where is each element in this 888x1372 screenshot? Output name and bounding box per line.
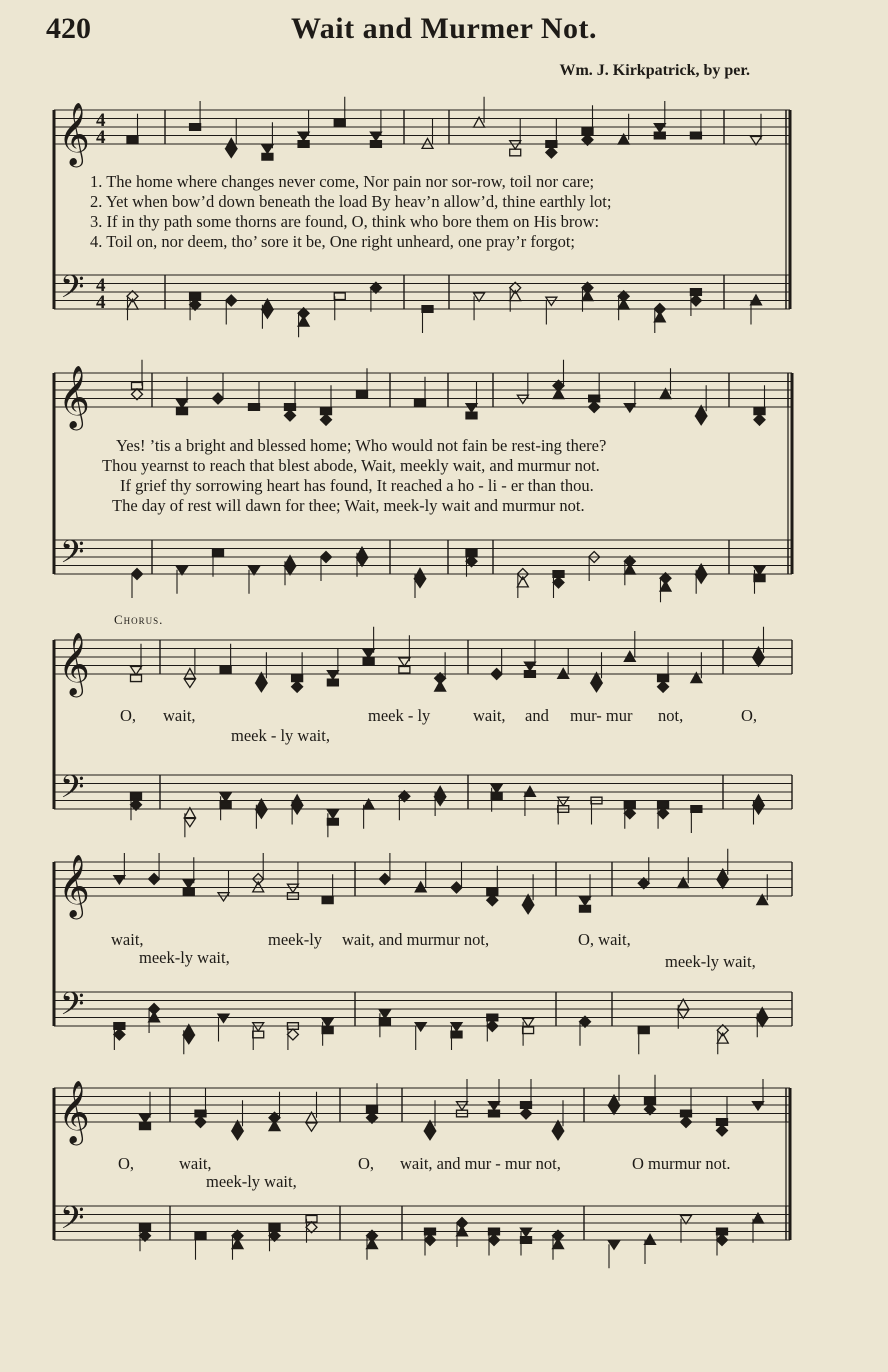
note-head bbox=[253, 1031, 264, 1038]
verse-1-line-a: 1. The home where changes never come, Nor pain nor sor-row, toil nor care; bbox=[90, 172, 595, 191]
note-head bbox=[457, 1102, 468, 1110]
note-head bbox=[114, 1029, 125, 1040]
note-head bbox=[213, 549, 224, 556]
note-head bbox=[334, 119, 345, 126]
note-head bbox=[399, 666, 410, 673]
bass-clef-icon: 𝄢 bbox=[60, 768, 85, 813]
chorus-lyric-wait: wait, bbox=[163, 706, 196, 725]
note-head bbox=[127, 136, 138, 143]
note-head bbox=[321, 552, 332, 563]
note-head bbox=[691, 806, 702, 813]
note-head bbox=[435, 797, 446, 805]
note-head bbox=[521, 1108, 532, 1119]
bass-clef-icon: 𝄢 bbox=[60, 268, 85, 313]
chorus-lyric-meekly-wait-4: meek-ly wait, bbox=[206, 1172, 297, 1191]
note-head bbox=[114, 876, 125, 884]
note-head bbox=[466, 412, 477, 419]
note-head bbox=[489, 1110, 500, 1117]
time-signature-bottom: 4 bbox=[96, 127, 106, 148]
note-head bbox=[183, 888, 194, 895]
treble-clef-icon: 𝄞 bbox=[58, 365, 90, 428]
note-head bbox=[177, 408, 188, 415]
chorus-lyric-and: and bbox=[525, 706, 549, 725]
chorus-lyric-o-2: O, bbox=[741, 706, 758, 725]
note-head bbox=[435, 681, 446, 691]
note-head bbox=[140, 1123, 151, 1130]
note-head bbox=[184, 679, 195, 687]
note-head bbox=[184, 818, 195, 826]
chorus-lyric-murmur: mur- mur bbox=[570, 706, 633, 725]
note-head bbox=[553, 1131, 564, 1139]
note-head bbox=[190, 124, 201, 131]
note-head bbox=[521, 1228, 532, 1236]
chorus-lyric-meekly-2: meek-ly bbox=[268, 930, 323, 949]
note-head bbox=[624, 404, 635, 412]
treble-clef-icon: 𝄞 bbox=[58, 102, 90, 165]
note-head bbox=[521, 1237, 532, 1244]
note-head bbox=[218, 1014, 229, 1022]
note-head bbox=[232, 1131, 243, 1139]
note-head bbox=[363, 658, 374, 665]
chorus-label: Chorus. bbox=[114, 612, 164, 627]
note-head bbox=[131, 675, 142, 682]
note-head bbox=[415, 1023, 426, 1031]
note-head bbox=[681, 1117, 692, 1128]
note-head bbox=[357, 391, 368, 398]
note-head bbox=[546, 147, 557, 158]
note-head bbox=[690, 295, 701, 306]
chorus-lyric-wait-4: wait, bbox=[179, 1154, 212, 1173]
treble-clef-icon: 𝄞 bbox=[58, 632, 90, 695]
note-head bbox=[220, 666, 231, 673]
chorus-lyric-wait-3: wait, bbox=[111, 930, 144, 949]
note-head bbox=[524, 671, 535, 678]
note-head bbox=[262, 153, 273, 160]
verse-4-line-a: 4. Toil on, nor deem, tho’ sore it be, One right unheard, one pray’r forgot; bbox=[90, 232, 576, 251]
note-head bbox=[491, 669, 502, 680]
note-head bbox=[754, 414, 765, 425]
note-head bbox=[149, 874, 160, 885]
note-head bbox=[754, 575, 765, 582]
verse-4-line-b: The day of rest will dawn for thee; Wait, meek-ly wait and murmur not. bbox=[112, 496, 585, 515]
note-head bbox=[379, 874, 390, 885]
note-head bbox=[524, 662, 535, 670]
note-head bbox=[226, 295, 237, 306]
note-head bbox=[580, 905, 591, 912]
treble-clef-icon: 𝄞 bbox=[58, 1080, 90, 1143]
note-head bbox=[195, 1232, 206, 1239]
note-head bbox=[558, 797, 569, 805]
note-head bbox=[638, 1027, 649, 1034]
chorus-lyric-meekly-wait: meek - ly wait, bbox=[231, 726, 330, 745]
time-signature-bottom: 4 bbox=[96, 292, 106, 313]
composer-credit: Wm. J. Kirkpatrick, by per. bbox=[559, 62, 750, 79]
note-head bbox=[696, 575, 707, 583]
note-head bbox=[298, 316, 309, 326]
chorus-lyric-o: O, bbox=[120, 706, 137, 725]
chorus-lyric-o-wait: O, wait, bbox=[578, 930, 631, 949]
note-head bbox=[654, 132, 665, 139]
note-head bbox=[327, 818, 338, 825]
note-head bbox=[425, 1235, 436, 1246]
note-head bbox=[580, 897, 591, 905]
note-head bbox=[589, 402, 600, 413]
note-head bbox=[322, 1027, 333, 1034]
note-head bbox=[220, 801, 231, 808]
note-head bbox=[491, 793, 502, 800]
note-head bbox=[717, 1033, 728, 1043]
note-head bbox=[696, 416, 707, 424]
note-head bbox=[609, 1241, 620, 1249]
verse-3-line-b: If grief thy sorrowing heart has found, It reached a ho - li - er than thou. bbox=[120, 476, 594, 495]
note-head bbox=[466, 404, 477, 412]
hymn-title: Wait and Murmer Not. bbox=[290, 12, 598, 45]
note-head bbox=[660, 581, 671, 591]
note-head bbox=[285, 410, 296, 421]
verse-2-line-b: Thou yearnst to reach that blest abode, Wait, meekly wait, and murmur not. bbox=[102, 456, 600, 475]
note-head bbox=[489, 1235, 500, 1246]
verse-2-line-a: 2. Yet when bow’d down beneath the load By heav’n allow’d, thine earthly lot; bbox=[90, 192, 612, 211]
note-head bbox=[287, 884, 298, 892]
note-head bbox=[422, 306, 433, 313]
note-head bbox=[753, 1102, 764, 1110]
note-head bbox=[425, 1131, 436, 1139]
note-head bbox=[753, 806, 764, 814]
note-head bbox=[262, 145, 273, 153]
note-head bbox=[510, 141, 521, 149]
note-head bbox=[489, 1102, 500, 1110]
note-head bbox=[654, 312, 665, 322]
note-head bbox=[517, 577, 528, 587]
treble-clef-icon: 𝄞 bbox=[58, 854, 90, 917]
note-head bbox=[327, 679, 338, 686]
time-signature-top: 4 bbox=[96, 110, 106, 131]
note-head bbox=[658, 681, 669, 692]
note-head bbox=[287, 1029, 298, 1040]
note-head bbox=[298, 141, 309, 148]
note-head bbox=[654, 124, 665, 132]
note-head bbox=[132, 569, 143, 580]
note-head bbox=[334, 293, 345, 300]
note-head bbox=[415, 579, 426, 587]
note-head bbox=[256, 683, 267, 691]
note-head bbox=[183, 1035, 194, 1043]
note-head bbox=[690, 132, 701, 139]
note-head bbox=[517, 395, 528, 403]
chorus-lyric-meekly-wait-2: meek-ly wait, bbox=[139, 948, 230, 967]
chorus-lyric-o-3: O, bbox=[118, 1154, 135, 1173]
note-head bbox=[553, 577, 564, 588]
page-number: 420 bbox=[46, 12, 91, 45]
note-head bbox=[298, 132, 309, 140]
note-head bbox=[523, 905, 534, 913]
note-head bbox=[451, 1031, 462, 1038]
note-head bbox=[321, 414, 332, 425]
chorus-lyric-wait-murmur: wait, and murmur not, bbox=[342, 930, 490, 949]
chorus-lyric-wait-2: wait, bbox=[473, 706, 506, 725]
note-head bbox=[546, 297, 557, 305]
chorus-lyric-not: not, bbox=[658, 706, 684, 725]
chorus-lyric-wait-and-murmur: wait, and mur - mur not, bbox=[400, 1154, 561, 1173]
note-head bbox=[523, 1027, 534, 1034]
time-signature-top: 4 bbox=[96, 275, 106, 296]
note-head bbox=[451, 1023, 462, 1031]
verse-3-line-a: 3. If in thy path some thorns are found, O, think who bore them on His brow: bbox=[90, 212, 600, 231]
verse-1-line-b: Yes! ’tis a bright and blessed home; Who would not fain be rest-ing there? bbox=[116, 436, 607, 455]
note-head bbox=[370, 132, 381, 140]
note-head bbox=[379, 1018, 390, 1025]
note-head bbox=[249, 404, 260, 411]
note-head bbox=[717, 1125, 728, 1136]
note-head bbox=[213, 393, 224, 404]
chorus-lyric-meekly: meek - ly bbox=[368, 706, 431, 725]
note-head bbox=[717, 1235, 728, 1246]
note-head bbox=[451, 882, 462, 893]
note-head bbox=[256, 810, 267, 818]
note-head bbox=[195, 1117, 206, 1128]
note-head bbox=[218, 893, 229, 901]
note-head bbox=[327, 810, 338, 818]
note-head bbox=[370, 141, 381, 148]
note-head bbox=[292, 806, 303, 814]
note-head bbox=[226, 149, 237, 157]
note-head bbox=[415, 399, 426, 406]
note-head bbox=[253, 1023, 264, 1031]
note-head bbox=[591, 683, 602, 691]
chorus-lyric-o-murmur-not: O murmur not. bbox=[632, 1154, 731, 1173]
note-head bbox=[327, 671, 338, 679]
note-head bbox=[510, 149, 521, 156]
chorus-lyric-o-4: O, bbox=[358, 1154, 375, 1173]
bass-clef-icon: 𝄢 bbox=[60, 533, 85, 578]
note-head bbox=[322, 897, 333, 904]
note-head bbox=[262, 310, 273, 318]
bass-clef-icon: 𝄢 bbox=[60, 1199, 85, 1244]
note-head bbox=[487, 1021, 498, 1032]
note-head bbox=[306, 1123, 317, 1131]
note-head bbox=[292, 681, 303, 692]
bass-clef-icon: 𝄢 bbox=[60, 985, 85, 1030]
chorus-lyric-meekly-wait-3: meek-ly wait, bbox=[665, 952, 756, 971]
